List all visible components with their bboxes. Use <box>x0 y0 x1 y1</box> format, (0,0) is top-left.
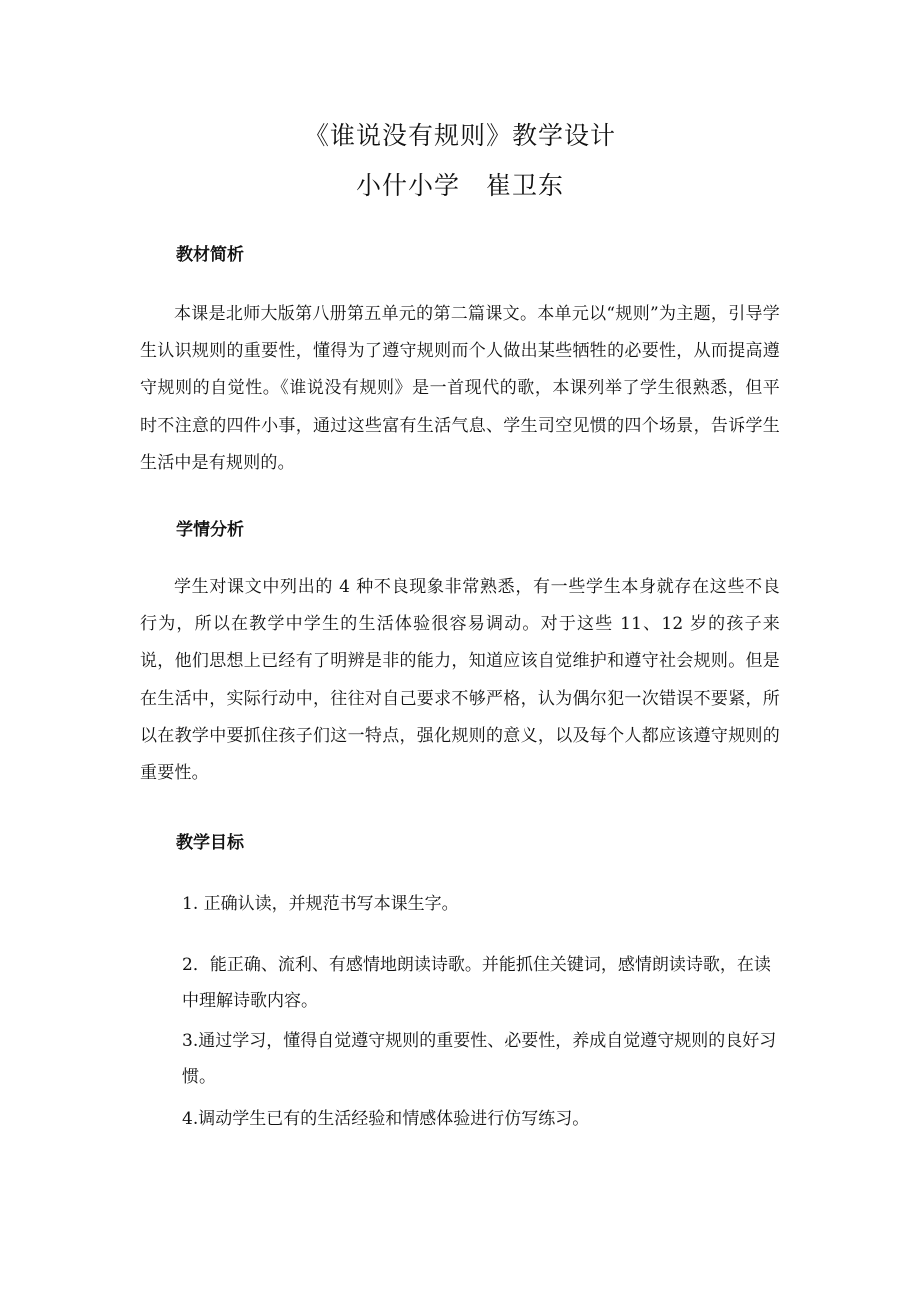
section-heading-teaching-goals: 教学目标 <box>176 833 244 853</box>
goal-item-1: 1. 正确认读，并规范书写本课生字。 <box>182 894 459 914</box>
section-heading-textbook-analysis: 教材简析 <box>176 245 244 265</box>
section-heading-student-analysis: 学情分析 <box>176 520 244 540</box>
section-body-student-analysis: 学生对课文中列出的 4 种不良现象非常熟悉，有一些学生本身就存在这些不良行为，所以在教学中学生的生活体验很容易调动。对于这些 11、12 岁的孩子来说，他们思想上已经有了明辨是非的能力，知道应该自觉维护和遵守社会规则。但是在生活中，实际行动中，往往对自己要求不够严格，认为偶尔犯一次错误不要紧，所以在教学中要抓住孩子们这一特点，强化规则的意义，以及每个人都应该遵守规则的重要性。 <box>140 577 780 784</box>
document-author: 小什小学 崔卫东 <box>355 171 564 200</box>
document-title: 《谁说没有规则》教学设计 <box>303 121 616 150</box>
goal-item-2: 2．能正确、流利、有感情地朗读诗歌。并能抓住关键词，感情朗读诗歌，在读中理解诗歌内容。 <box>182 955 771 1011</box>
goal-item-4: 4.调动学生已有的生活经验和情感体验进行仿写练习。 <box>182 1109 590 1129</box>
section-body-textbook-analysis: 本课是北师大版第八册第五单元的第二篇课文。本单元以“规则”为主题，引导学生认识规则的重要性，懂得为了遵守规则而个人做出某些牺牲的必要性，从而提高遵守规则的自觉性。《谁说没有规则》是一首现代的歌，本课列举了学生很熟悉，但平时不注意的四件小事，通过这些富有生活气息、学生司空见惯的四个场景，告诉学生生活中是有规则的。 <box>140 304 780 473</box>
goal-item-3: 3.通过学习，懂得自觉遵守规则的重要性、必要性，养成自觉遵守规则的良好习惯。 <box>182 1031 777 1087</box>
